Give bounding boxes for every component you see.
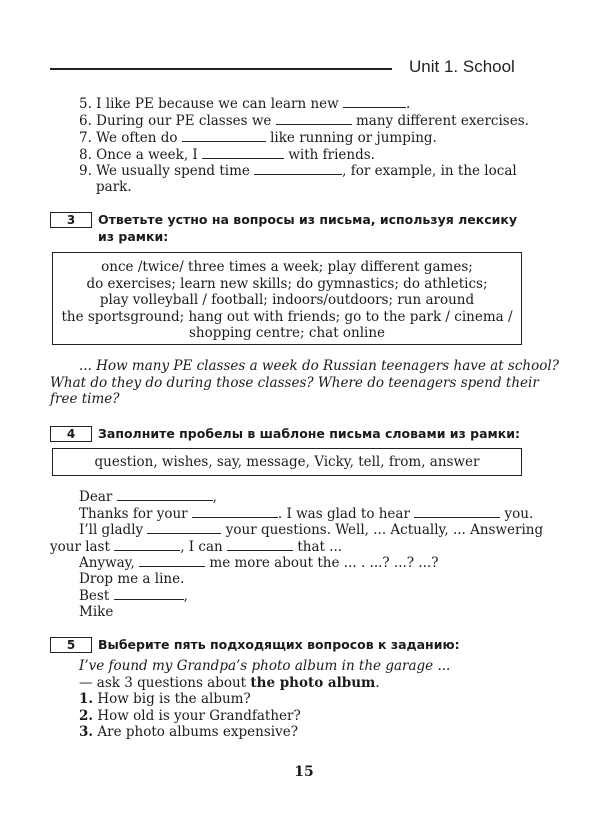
letter-blank[interactable]: [139, 555, 205, 567]
letter-text: me more about the ... . ...? ...? ...?: [209, 555, 439, 571]
letter-text: you.: [504, 506, 534, 522]
question-item: [79, 708, 301, 725]
letter-closing-line: Drop me a line.: [79, 571, 185, 587]
sentence-8: [79, 147, 375, 164]
sentence-9: [79, 163, 517, 180]
letter-blank[interactable]: [117, 489, 213, 501]
vocabulary-box: [52, 252, 522, 345]
letter-text: . I was glad to hear: [277, 506, 410, 522]
letter-text: your questions. Well, ... Actually, ... Answering: [225, 522, 544, 538]
task5-instruction: Выберите пять подходящих вопросов к заданию:: [98, 637, 460, 652]
unit-title: Unit 1. School: [409, 57, 515, 76]
letter-sign-off: [79, 588, 188, 605]
sentence-text: 5. I like PE because we can learn new: [79, 96, 344, 112]
sentence-text: 8. Once a week, I: [79, 147, 203, 163]
letter-text: Dear: [79, 489, 113, 505]
question-number: 2.: [79, 708, 94, 724]
sentence-9-continued: park.: [96, 179, 132, 195]
letter-signature: Mike: [79, 604, 114, 620]
sentence-text: 9. We usually spend time: [79, 163, 255, 179]
vocabulary-line: do exercises; learn new skills; do gymnastics; do athletics;: [86, 275, 488, 292]
sentence-text: 6. During our PE classes we: [79, 113, 276, 129]
letter-blank[interactable]: [192, 506, 278, 518]
answer-blank[interactable]: [276, 113, 352, 125]
ask-text: — ask 3 questions about: [79, 675, 251, 691]
task-number-box: 5: [50, 637, 92, 653]
task3-instruction: Ответьте устно на вопросы из письма, используя лексику: [98, 212, 518, 227]
letter-text: ,: [183, 588, 188, 604]
letter-blank[interactable]: [114, 539, 180, 551]
letter-text: , I can: [180, 539, 223, 555]
letter-blank[interactable]: [414, 506, 500, 518]
word-box: [52, 448, 522, 476]
vocabulary-line: once /twice/ three times a week; play different games;: [101, 259, 473, 275]
letter-greeting: [79, 489, 217, 506]
answer-blank[interactable]: [343, 96, 406, 108]
page-number: 15: [294, 764, 314, 780]
letter-text: your last: [50, 539, 110, 555]
task3-instruction-cont: из рамки:: [98, 229, 169, 244]
letter-text: Thanks for your: [79, 506, 188, 522]
letter-text: Best: [79, 588, 110, 604]
sentence-text: with friends.: [284, 147, 375, 163]
vocabulary-line: shopping centre; chat online: [188, 325, 386, 342]
vocabulary-line: play volleyball / football; indoors/outdoors; run around: [99, 292, 475, 309]
sentence-text: 7. We often do: [79, 130, 182, 146]
vocabulary-line: the sportsground; hang out with friends; go to the park / cinema /: [61, 308, 513, 325]
sentence-7: [79, 130, 437, 147]
letter-blank[interactable]: [147, 522, 221, 534]
answer-blank[interactable]: [254, 163, 342, 175]
sentence-6: [79, 113, 529, 130]
letter-line: [50, 539, 342, 556]
letter-line: [79, 522, 543, 539]
letter-line: [79, 506, 533, 523]
question-text: Are photo albums expensive?: [97, 724, 298, 740]
question-item: [79, 724, 298, 741]
ask-topic: the photo album: [250, 675, 376, 691]
answer-blank[interactable]: [202, 147, 284, 159]
letter-text: that ...: [297, 539, 343, 555]
task5-ask: [79, 675, 380, 692]
sentence-text: .: [406, 96, 411, 112]
letter-question: free time?: [50, 391, 120, 407]
sentence-5: [79, 96, 410, 113]
header-rule: [50, 68, 392, 70]
task4-instruction: Заполните пробелы в шаблоне письма словами из рамки:: [98, 426, 521, 441]
letter-question: What do they do during those classes? Where do teenagers spend their: [50, 375, 539, 391]
sentence-text: like running or jumping.: [265, 130, 437, 146]
task-number-box: 4: [50, 426, 92, 442]
question-number: 1.: [79, 691, 94, 707]
letter-text: ,: [212, 489, 217, 505]
word-list: question, wishes, say, message, Vicky, tell, from, answer: [94, 454, 480, 470]
task-number-box: 3: [50, 212, 92, 228]
letter-blank[interactable]: [114, 588, 184, 600]
task5-prompt: I’ve found my Grandpa’s photo album in the garage ...: [79, 658, 451, 674]
letter-text: Anyway,: [79, 555, 135, 571]
question-number: 3.: [79, 724, 94, 740]
letter-blank[interactable]: [227, 539, 293, 551]
letter-text: I’ll gladly: [79, 522, 144, 538]
sentence-text: , for example, in the local: [342, 163, 517, 179]
ask-text: .: [375, 675, 380, 691]
question-item: [79, 691, 251, 708]
letter-line: [79, 555, 438, 572]
answer-blank[interactable]: [182, 130, 266, 142]
question-text: How old is your Grandfather?: [97, 708, 301, 724]
question-text: How big is the album?: [97, 691, 251, 707]
letter-question: ... How many PE classes a week do Russian teenagers have at school?: [79, 358, 559, 374]
sentence-text: many different exercises.: [351, 113, 529, 129]
